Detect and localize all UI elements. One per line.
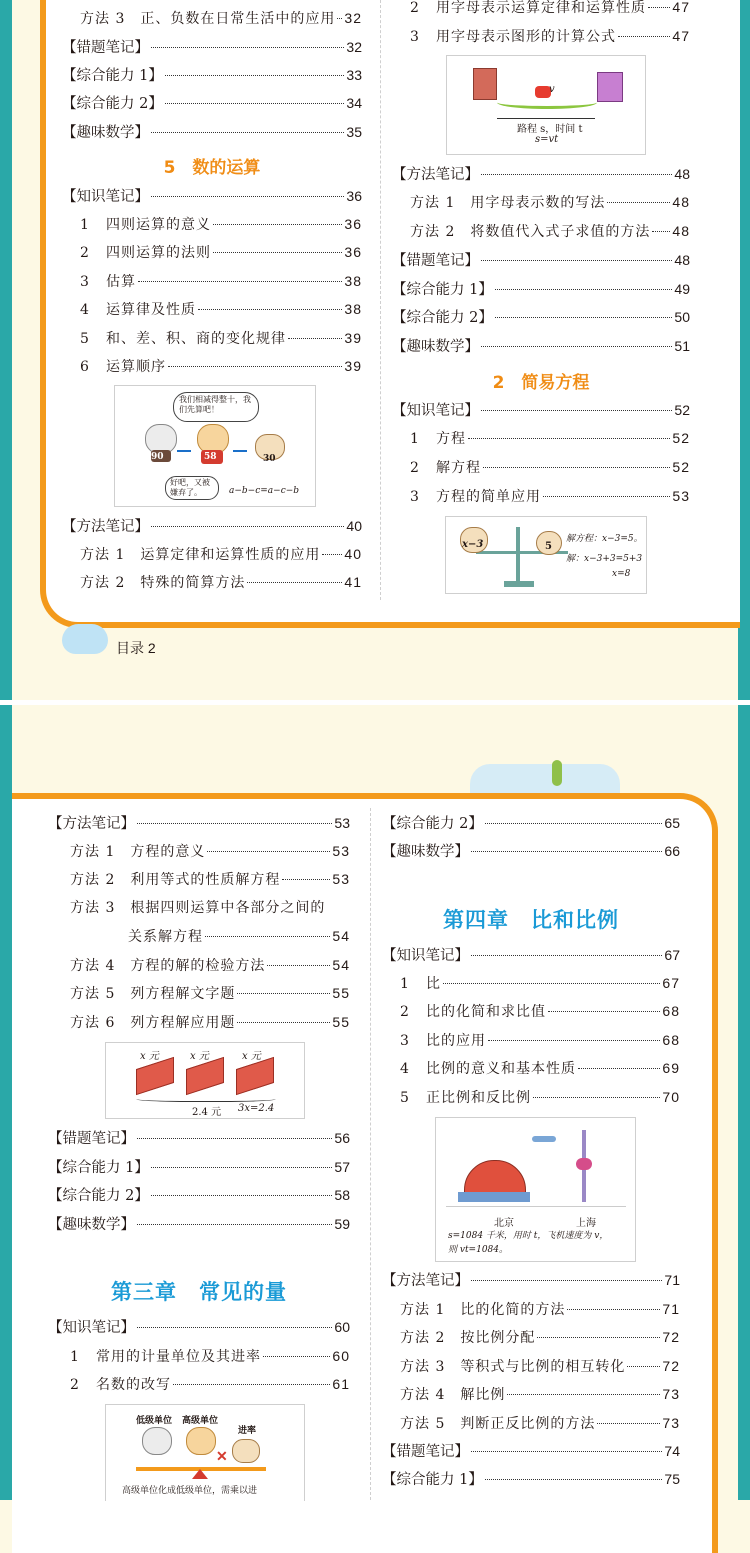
figure-units: 低级单位 高级单位 进率 ✕ 高级单位化成低级单位，需乘以进 — [105, 1404, 305, 1501]
toc-entry[interactable]: 【错题笔记】 32 — [62, 39, 362, 56]
building-icon — [597, 72, 623, 102]
toc-entry[interactable]: 方法 3 正、负数在日常生活中的应用 32 — [80, 10, 362, 27]
book-icon — [186, 1057, 224, 1095]
toc-entry[interactable]: 方法 1 运算定律和运算性质的应用 40 — [80, 546, 362, 563]
column-divider-bottom — [370, 808, 372, 1500]
toc-entry[interactable]: 方法 1 用字母表示数的写法 48 — [410, 194, 690, 211]
toc-entry[interactable]: 【趣味数学】 59 — [48, 1216, 350, 1233]
toc-entry[interactable]: 【方法笔记】 71 — [382, 1272, 680, 1289]
figure-distance: v 路程 s，时间 t s=vt — [446, 55, 646, 155]
toc-entry[interactable]: 5 和、差、积、商的变化规律 39 — [80, 330, 362, 347]
left-border-top — [0, 0, 12, 700]
toc-entry[interactable]: 2 名数的改写 61 — [70, 1376, 350, 1393]
toc-entry[interactable]: 关系解方程 54 — [128, 928, 350, 945]
left-border-bottom — [0, 705, 12, 1500]
toc-entry[interactable]: 3 比的应用 68 — [400, 1032, 680, 1049]
toc-entry[interactable]: 【综合能力 2】 34 — [62, 95, 362, 112]
toc-entry[interactable]: 【方法笔记】 48 — [392, 166, 690, 183]
toc-entry[interactable]: 【综合能力 1】 57 — [48, 1159, 350, 1176]
dog-icon — [142, 1427, 172, 1455]
toc-entry[interactable]: 1 方程 52 — [410, 430, 690, 447]
toc-entry[interactable]: 2 用字母表示运算定律和运算性质 47 — [410, 0, 690, 16]
toc-entry[interactable]: 方法 2 特殊的简算方法 41 — [80, 574, 362, 591]
toc-entry[interactable]: 【趣味数学】 66 — [382, 843, 680, 860]
toc-entry[interactable]: 【错题笔记】 74 — [382, 1443, 680, 1460]
toc-entry[interactable]: 2 解方程 52 — [410, 459, 690, 476]
toc-entry[interactable]: 方法 1 方程的意义 53 — [70, 843, 350, 860]
toc-entry[interactable]: 6 运算顺序 39 — [80, 358, 362, 375]
toc-entry[interactable]: 1 常用的计量单位及其进率 60 — [70, 1348, 350, 1365]
toc-entry[interactable]: 【综合能力 1】 75 — [382, 1471, 680, 1488]
toc-entry[interactable]: 【知识笔记】 52 — [392, 402, 690, 419]
toc-entry[interactable]: 【知识笔记】 67 — [382, 947, 680, 964]
toc-entry[interactable]: 方法 6 列方程解应用题 55 — [70, 1014, 350, 1031]
toc-entry[interactable]: 【方法笔记】 53 — [48, 815, 350, 832]
toc-entry[interactable]: 4 比例的意义和基本性质 69 — [400, 1060, 680, 1077]
chapter-heading: 第三章 常见的量 — [111, 1280, 287, 1304]
cat-icon — [186, 1427, 216, 1455]
figure-balance: x−3 5 解方程：x−3=5。 解：x−3+3=5+3 x=8 — [445, 516, 647, 594]
toc-entry[interactable]: 方法 5 判断正反比例的方法 73 — [400, 1415, 680, 1432]
toc-entry[interactable]: 【错题笔记】 56 — [48, 1130, 350, 1147]
toc-entry[interactable]: 方法 5 列方程解文字题 55 — [70, 985, 350, 1002]
toc-entry[interactable]: 方法 3 根据四则运算中各部分之间的 — [70, 900, 326, 916]
toc-entry[interactable]: 【趣味数学】 51 — [392, 338, 690, 355]
toc-entry[interactable]: 【综合能力 2】 50 — [392, 309, 690, 326]
toc-entry[interactable]: 【知识笔记】 36 — [62, 188, 362, 205]
toc-entry[interactable]: 【综合能力 2】 58 — [48, 1187, 350, 1204]
toc-entry[interactable]: 1 四则运算的意义 36 — [80, 216, 362, 233]
toc-entry[interactable]: 方法 3 等积式与比例的相互转化 72 — [400, 1358, 680, 1375]
toc-entry[interactable]: 方法 2 利用等式的性质解方程 53 — [70, 871, 350, 888]
book-icon — [236, 1057, 274, 1095]
hamster-icon — [232, 1439, 260, 1463]
page-gap — [0, 700, 750, 705]
toc-entry[interactable]: 【错题笔记】 48 — [392, 252, 690, 269]
toc-entry[interactable]: 3 方程的简单应用 53 — [410, 488, 690, 505]
toc-entry[interactable]: 【综合能力 1】 33 — [62, 67, 362, 84]
toc-entry[interactable]: 【知识笔记】 60 — [48, 1319, 350, 1336]
figure-books: x 元 x 元 x 元 2.4 元 3x=2.4 — [105, 1042, 305, 1119]
section-heading: 2 简易方程 — [492, 373, 590, 393]
cloud-icon — [470, 764, 620, 794]
toc-entry[interactable]: 【趣味数学】 35 — [62, 124, 362, 141]
toc-entry[interactable]: 3 估算 38 — [80, 273, 362, 290]
tree-icon — [552, 760, 562, 786]
toc-entry[interactable]: 方法 4 方程的解的检验方法 54 — [70, 957, 350, 974]
figure-subtraction: 我们相减得整十，我们先算吧！ 90 58 30 好吧，又被嫌弃了。 a−b−c=a−c−b — [114, 385, 316, 507]
figure-cities: 北京 上海 s=1084 千米，用时 t，飞机速度为 v， 则 vt=1084。 — [435, 1117, 636, 1262]
toc-entry[interactable]: 方法 1 比的化简的方法 71 — [400, 1301, 680, 1318]
toc-entry[interactable]: 5 正比例和反比例 70 — [400, 1089, 680, 1106]
toc-entry[interactable]: 2 比的化简和求比值 68 — [400, 1003, 680, 1020]
toc-entry[interactable]: 2 四则运算的法则 36 — [80, 244, 362, 261]
toc-entry[interactable]: 【方法笔记】 40 — [62, 518, 362, 535]
toc-entry[interactable]: 3 用字母表示图形的计算公式 47 — [410, 28, 690, 45]
toc-entry[interactable]: 1 比 67 — [400, 975, 680, 992]
toc-entry[interactable]: 【综合能力 2】 65 — [382, 815, 680, 832]
page-footer: 目录 2 — [116, 640, 156, 656]
temple-icon — [464, 1160, 526, 1196]
toc-entry[interactable]: 方法 2 按比例分配 72 — [400, 1329, 680, 1346]
building-icon — [473, 68, 497, 100]
toc-entry[interactable]: 方法 2 将数值代入式子求值的方法 48 — [410, 223, 690, 240]
right-border-bottom — [738, 705, 750, 1500]
toc-entry[interactable]: 【综合能力 1】 49 — [392, 281, 690, 298]
toc-entry[interactable]: 方法 4 解比例 73 — [400, 1386, 680, 1403]
whale-icon — [62, 624, 108, 654]
multiply-icon: ✕ — [216, 1449, 228, 1465]
airplane-icon — [532, 1136, 556, 1142]
book-icon — [136, 1057, 174, 1095]
column-divider-top — [380, 0, 382, 600]
section-heading: 5 数的运算 — [163, 158, 261, 178]
chapter-heading: 第四章 比和比例 — [443, 908, 619, 932]
toc-entry[interactable]: 4 运算律及性质 38 — [80, 301, 362, 318]
